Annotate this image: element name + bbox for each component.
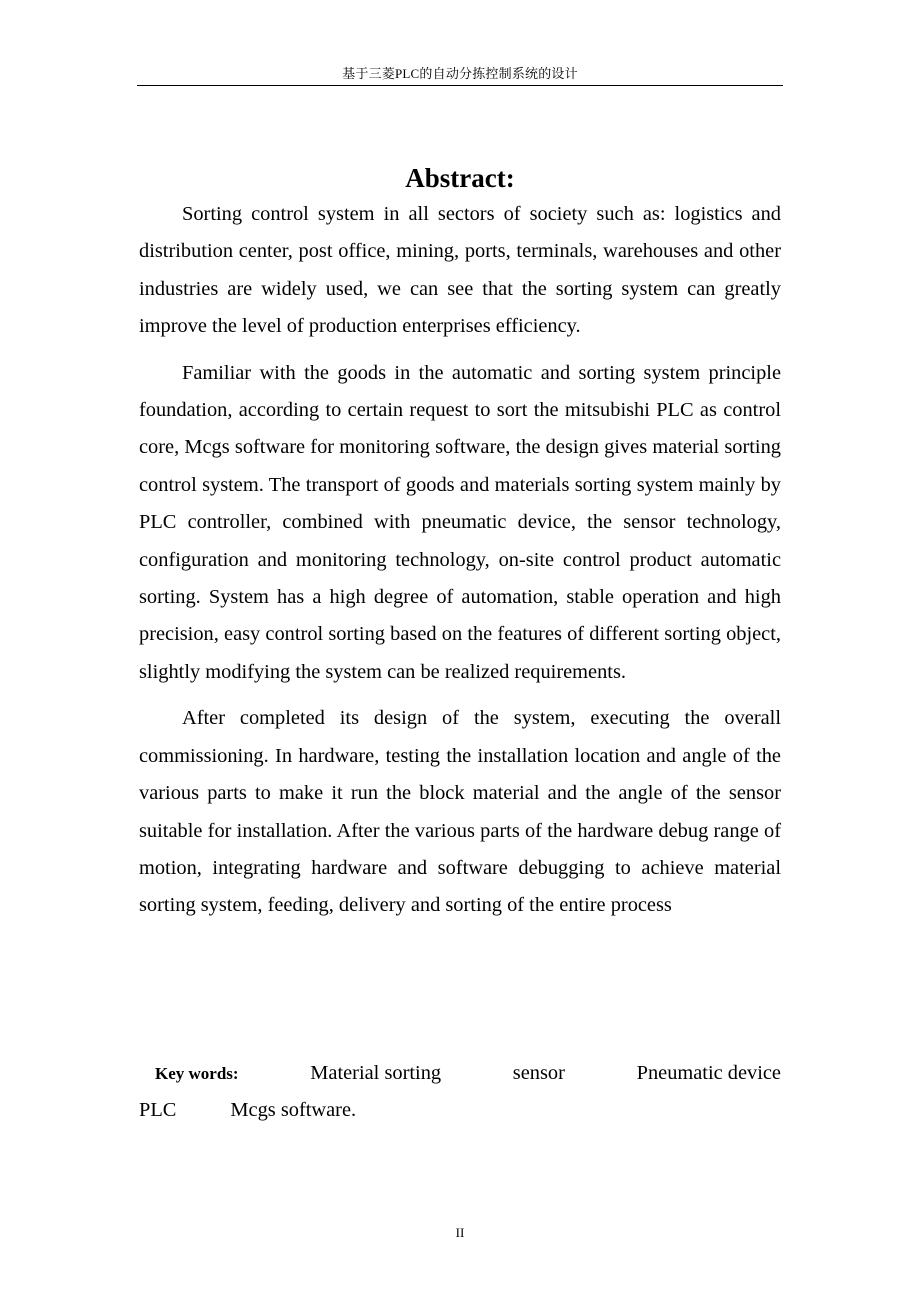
abstract-paragraph-3: After completed its design of the system, executing the overall commissioning. In hardware, testing the installation location and angle of the various parts to make it run the block material and the angle of the sensor suitable for installation. After the various parts of the hardware debug range of motion, integrating hardware and software debugging to achieve material sorting system, feeding, delivery and sorting of the entire process: [139, 707, 781, 917]
keywords-row-1: [139, 1055, 781, 1092]
abstract-title: Abstract:: [405, 163, 515, 193]
abstract-body: [139, 196, 781, 934]
abstract-paragraph-2: Familiar with the goods in the automatic and sorting system principle foundation, according to certain request to sort the mitsubishi PLC as control core, Mcgs software for monitoring software, the design gives material sorting control system. The transport of goods and materials sorting system mainly by PLC controller, combined with pneumatic device, the sensor technology, configuration and monitoring technology, on-site control product automatic sorting. System has a high degree of automation, stable operation and high precision, easy control sorting based on the features of different sorting object, slightly modifying the system can be realized requirements.: [139, 361, 781, 683]
keyword-sensor: sensor: [512, 1062, 565, 1084]
keywords-row-2: [139, 1092, 781, 1129]
running-header: 基于三菱PLC的自动分拣控制系统的设计: [342, 66, 578, 81]
abstract-paragraph-1: Sorting control system in all sectors of society such as: logistics and distribution center, post office, mining, ports, terminals, warehouses and other industries are widely used, we can see that the sorting system can greatly improve the level of production enterprises efficiency.: [139, 203, 781, 338]
header-rule: [137, 85, 783, 86]
page-number: II: [455, 1225, 465, 1240]
keyword-mcgs-software: Mcgs software.: [230, 1099, 357, 1122]
keywords-label: Key words:: [155, 1064, 239, 1083]
keyword-material-sorting: Material sorting: [310, 1062, 442, 1084]
keywords-section: [139, 1055, 781, 1130]
keyword-plc: PLC: [139, 1099, 177, 1122]
keyword-pneumatic-device: Pneumatic device: [636, 1062, 781, 1084]
